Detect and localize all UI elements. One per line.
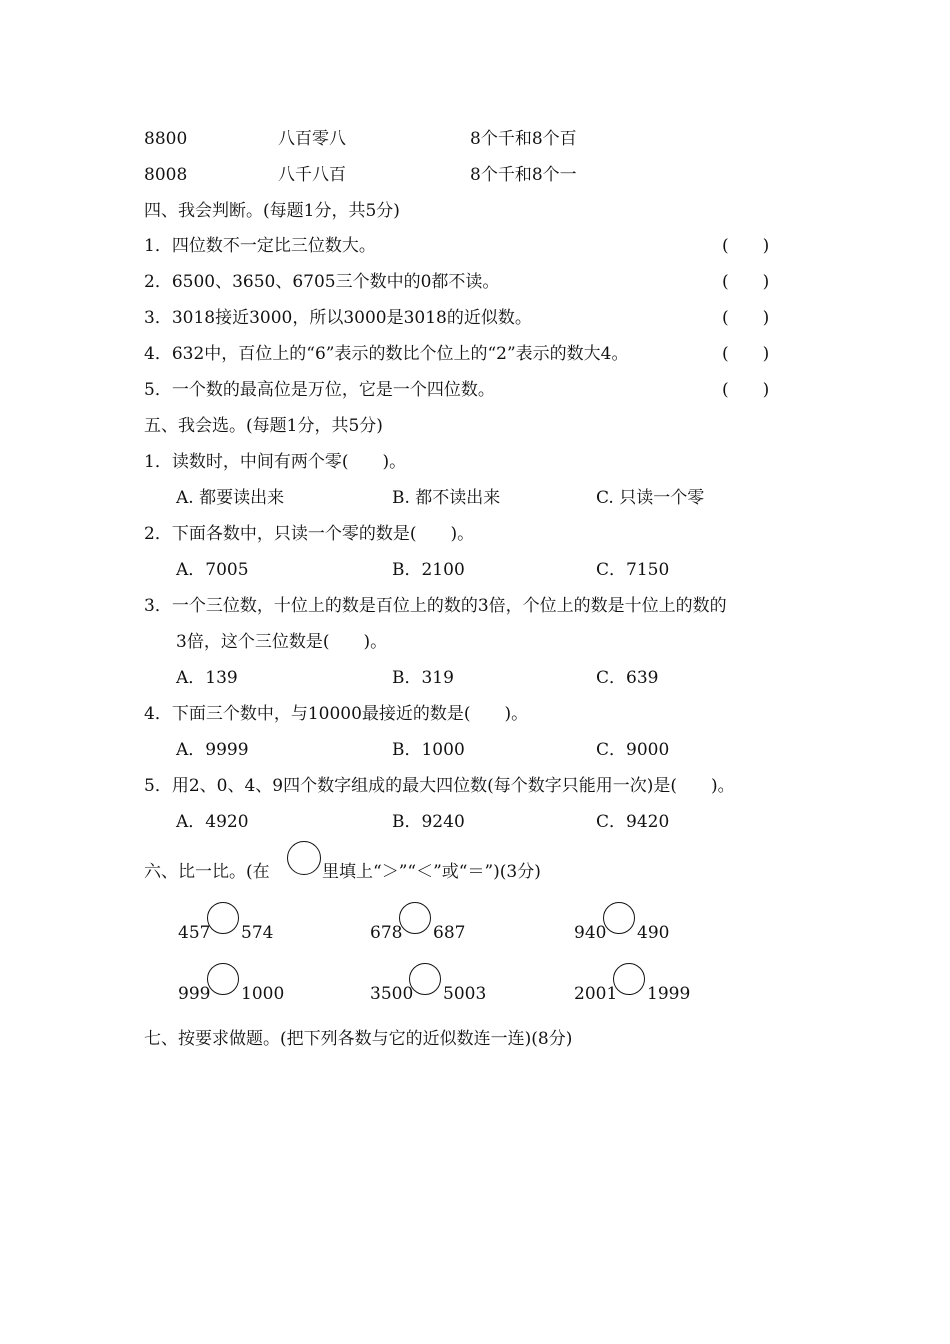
choice-q5-c[interactable]: C．9420 (596, 812, 670, 832)
circle-example-icon (287, 841, 321, 875)
judge-item-5: 5．一个数的最高位是万位，它是一个四位数。 (144, 380, 495, 400)
match-reading-2: 八千八百 (278, 165, 346, 185)
choice-q2-a[interactable]: A．7005 (176, 560, 249, 580)
choice-q2-b[interactable]: B．2100 (392, 560, 465, 580)
judge-answer-2[interactable]: ( ) (722, 272, 770, 292)
compare-right-1: 574 (241, 923, 274, 943)
choice-q2-stem: 2．下面各数中，只读一个零的数是( )。 (144, 524, 475, 544)
choice-q3-stem-line2: 3倍，这个三位数是( )。 (176, 632, 388, 652)
match-composition-2: 8个千和8个一 (470, 165, 577, 185)
choice-q4-c[interactable]: C．9000 (596, 740, 670, 760)
judge-item-4: 4．632中，百位上的“6”表示的数比个位上的“2”表示的数大4。 (144, 344, 629, 364)
compare-left-5: 3500 (370, 984, 414, 1004)
judge-answer-3[interactable]: ( ) (722, 308, 770, 328)
choice-q5-stem: 5．用2、0、4、9四个数字组成的最大四位数(每个数字只能用一次)是( )。 (144, 776, 735, 796)
compare-left-1: 457 (178, 923, 211, 943)
choice-q4-a[interactable]: A．9999 (176, 740, 249, 760)
match-composition-1: 8个千和8个百 (470, 129, 577, 149)
judge-item-3: 3．3018接近3000，所以3000是3018的近似数。 (144, 308, 532, 328)
section6-title-start: 六、比一比。(在 (144, 862, 270, 882)
choice-q1-stem: 1．读数时，中间有两个零( )。 (144, 452, 407, 472)
judge-item-1: 1．四位数不一定比三位数大。 (144, 236, 376, 256)
section7-title: 七、按要求做题。(把下列各数与它的近似数连一连)(8分) (144, 1029, 573, 1049)
choice-q5-b[interactable]: B．9240 (392, 812, 465, 832)
compare-circle-2[interactable] (399, 902, 431, 934)
choice-q1-b[interactable]: B. 都不读出来 (392, 488, 501, 508)
compare-left-2: 678 (370, 923, 403, 943)
compare-right-4: 1000 (241, 984, 285, 1004)
match-reading-1: 八百零八 (278, 129, 346, 149)
choice-q4-b[interactable]: B．1000 (392, 740, 465, 760)
compare-left-3: 940 (574, 923, 607, 943)
compare-right-5: 5003 (443, 984, 487, 1004)
choice-q3-stem-line1: 3．一个三位数，十位上的数是百位上的数的3倍，个位上的数是十位上的数的 (144, 596, 727, 616)
choice-q3-c[interactable]: C．639 (596, 668, 659, 688)
compare-circle-4[interactable] (207, 963, 239, 995)
choice-q5-a[interactable]: A．4920 (176, 812, 249, 832)
judge-answer-5[interactable]: ( ) (722, 380, 770, 400)
choice-q1-c[interactable]: C. 只读一个零 (596, 488, 705, 508)
section6-title-end: 里填上“＞”“＜”或“＝”)(3分) (322, 862, 541, 882)
judge-answer-1[interactable]: ( ) (722, 236, 770, 256)
compare-left-4: 999 (178, 984, 211, 1004)
match-number-2: 8008 (144, 165, 188, 185)
compare-left-6: 2001 (574, 984, 618, 1004)
choice-q2-c[interactable]: C．7150 (596, 560, 670, 580)
choice-q4-stem: 4．下面三个数中，与10000最接近的数是( )。 (144, 704, 529, 724)
section4-title: 四、我会判断。(每题1分，共5分) (144, 201, 400, 221)
compare-right-2: 687 (433, 923, 466, 943)
match-number-1: 8800 (144, 129, 188, 149)
judge-item-2: 2．6500、3650、6705三个数中的0都不读。 (144, 272, 500, 292)
choice-q3-a[interactable]: A．139 (176, 668, 238, 688)
compare-circle-5[interactable] (409, 963, 441, 995)
compare-circle-3[interactable] (603, 902, 635, 934)
choice-q3-b[interactable]: B．319 (392, 668, 454, 688)
section5-title: 五、我会选。(每题1分，共5分) (144, 416, 383, 436)
compare-circle-1[interactable] (207, 902, 239, 934)
compare-right-3: 490 (637, 923, 670, 943)
compare-circle-6[interactable] (613, 963, 645, 995)
judge-answer-4[interactable]: ( ) (722, 344, 770, 364)
compare-right-6: 1999 (647, 984, 691, 1004)
choice-q1-a[interactable]: A. 都要读出来 (176, 488, 285, 508)
